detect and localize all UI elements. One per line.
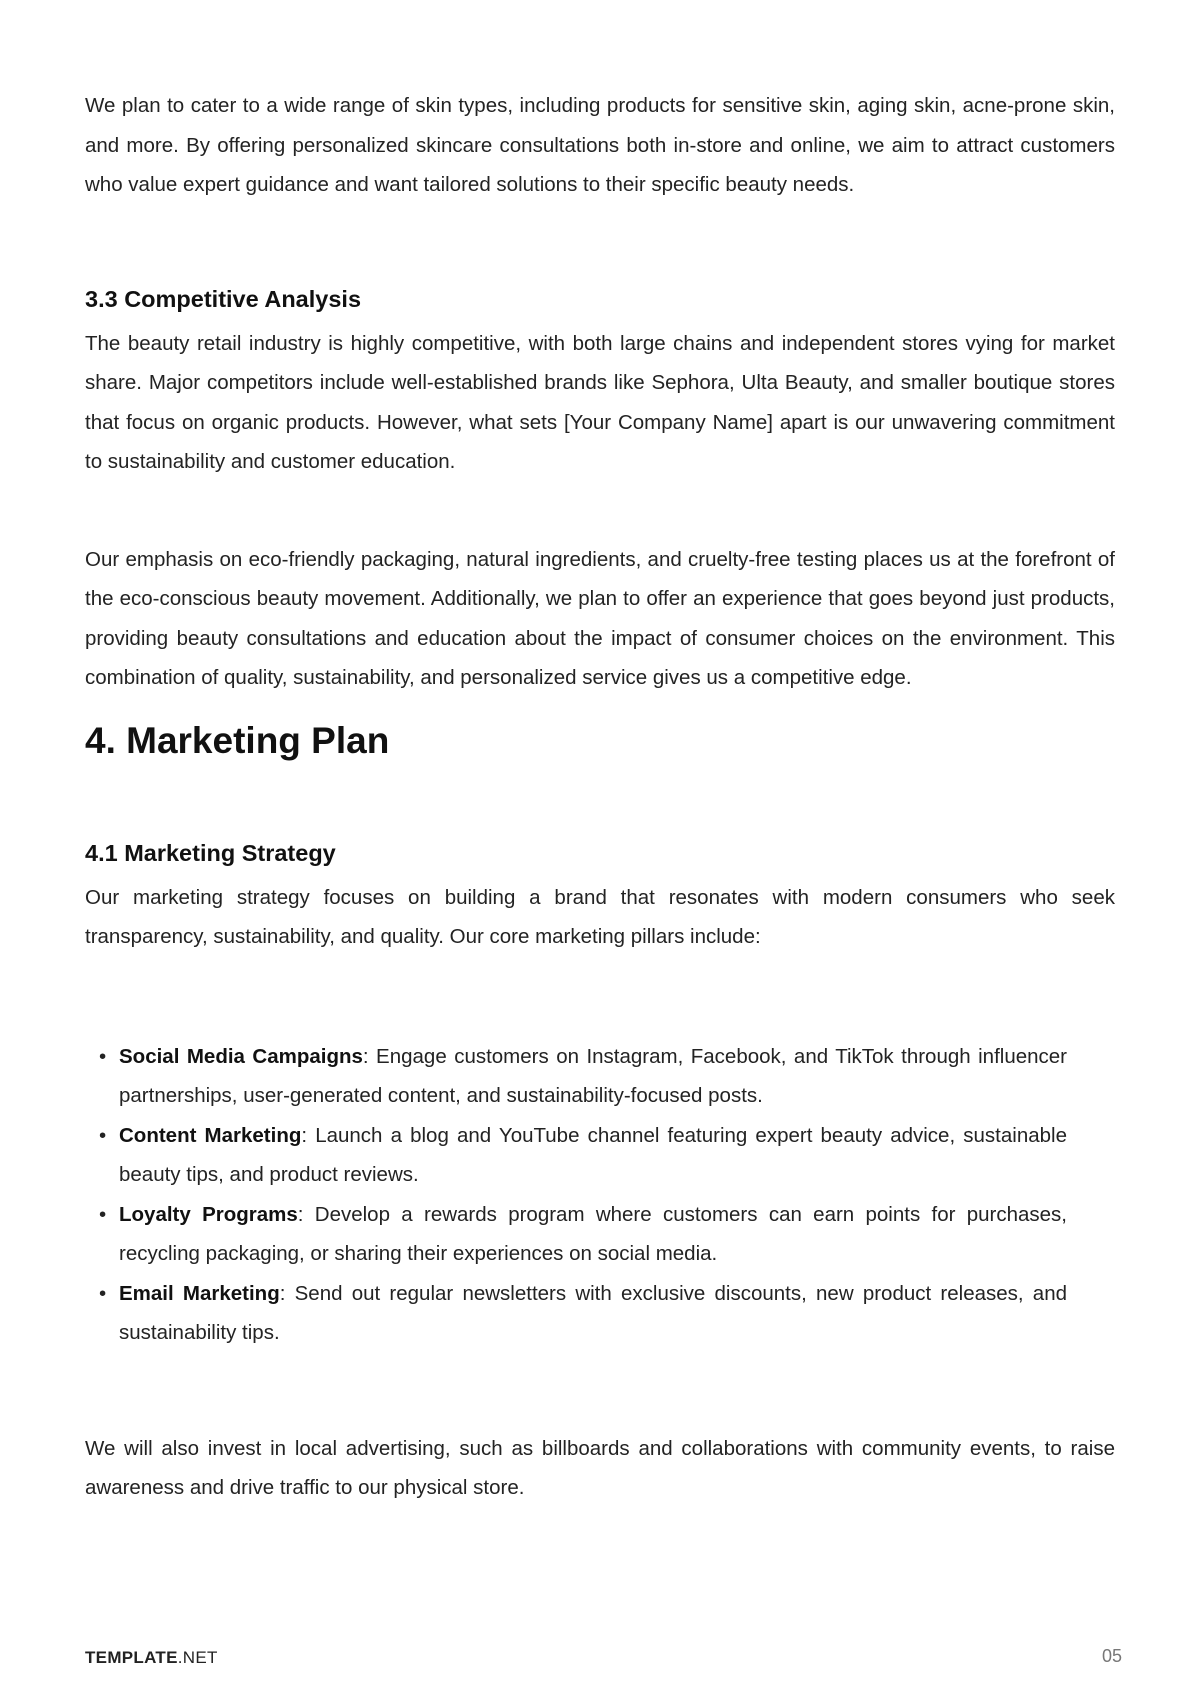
pillar-title: Email Marketing xyxy=(119,1281,280,1305)
list-item xyxy=(99,1195,1115,1274)
marketing-closing-paragraph: We will also invest in local advertising, such as billboards and collaborations with community events, to raise awareness and drive traffic to our physical store. xyxy=(85,1436,1115,1499)
competitive-analysis-heading: 3.3 Competitive Analysis xyxy=(85,285,362,312)
competitive-analysis-paragraph-2: Our emphasis on eco-friendly packaging, natural ingredients, and cruelty-free testing places us at the forefront of the eco-conscious beauty movement. Additionally, we plan to offer an experience that goes beyond just products, providing beauty consultations and education about the impact of consumer choices on the environment. This combination of quality, sustainability, and personalized service gives us a competitive edge. xyxy=(85,547,1115,689)
bullet-icon: • xyxy=(99,1281,107,1305)
pillar-text: : Launch a blog and YouTube channel featuring expert beauty advice, sustainable beauty tips, and product reviews. xyxy=(119,1123,1067,1186)
competitive-analysis-paragraph-1: The beauty retail industry is highly competitive, with both large chains and independent stores vying for market share. Major competitors include well-established brands like Sephora, Ulta Beauty, and smaller boutique stores that focus on organic products. However, what sets [Your Company Name] apart is our unwavering commitment to sustainability and customer education. xyxy=(85,331,1115,473)
list-item xyxy=(99,1116,1115,1195)
list-item xyxy=(99,1274,1115,1353)
intro-paragraph: We plan to cater to a wide range of skin types, including products for sensitive skin, aging skin, acne-prone skin, and more. By offering personalized skincare consultations both in-store and online, we aim to attract customers who value expert guidance and want tailored solutions to their specific beauty needs. xyxy=(85,94,1115,196)
footer-brand-logo: TEMPLATE.NET xyxy=(85,1648,218,1667)
pillar-text: : Develop a rewards program where customers can earn points for purchases, recycling packaging, or sharing their experiences on social media. xyxy=(119,1202,1067,1265)
marketing-plan-heading: 4. Marketing Plan xyxy=(85,719,390,761)
pillar-title: Content Marketing xyxy=(119,1123,302,1147)
bullet-icon: • xyxy=(99,1202,107,1226)
bullet-icon: • xyxy=(99,1123,107,1147)
marketing-pillars-list xyxy=(85,1037,1115,1353)
pillar-title: Loyalty Programs xyxy=(119,1202,298,1226)
pillar-text: : Engage customers on Instagram, Facebook, and TikTok through influencer partnerships, user-generated content, and sustainability-focused posts. xyxy=(119,1044,1068,1107)
marketing-strategy-intro: Our marketing strategy focuses on building a brand that resonates with modern consumers who seek transparency, sustainability, and quality. Our core marketing pillars include: xyxy=(85,885,1115,948)
pillar-text: : Send out regular newsletters with exclusive discounts, new product releases, and sustainability tips. xyxy=(119,1281,1067,1344)
list-item xyxy=(99,1037,1115,1116)
marketing-strategy-heading: 4.1 Marketing Strategy xyxy=(85,839,336,866)
bullet-icon: • xyxy=(99,1044,107,1068)
page-number: 05 xyxy=(1101,1646,1122,1666)
pillar-title: Social Media Campaigns xyxy=(119,1044,363,1068)
document-page xyxy=(85,86,1115,1508)
